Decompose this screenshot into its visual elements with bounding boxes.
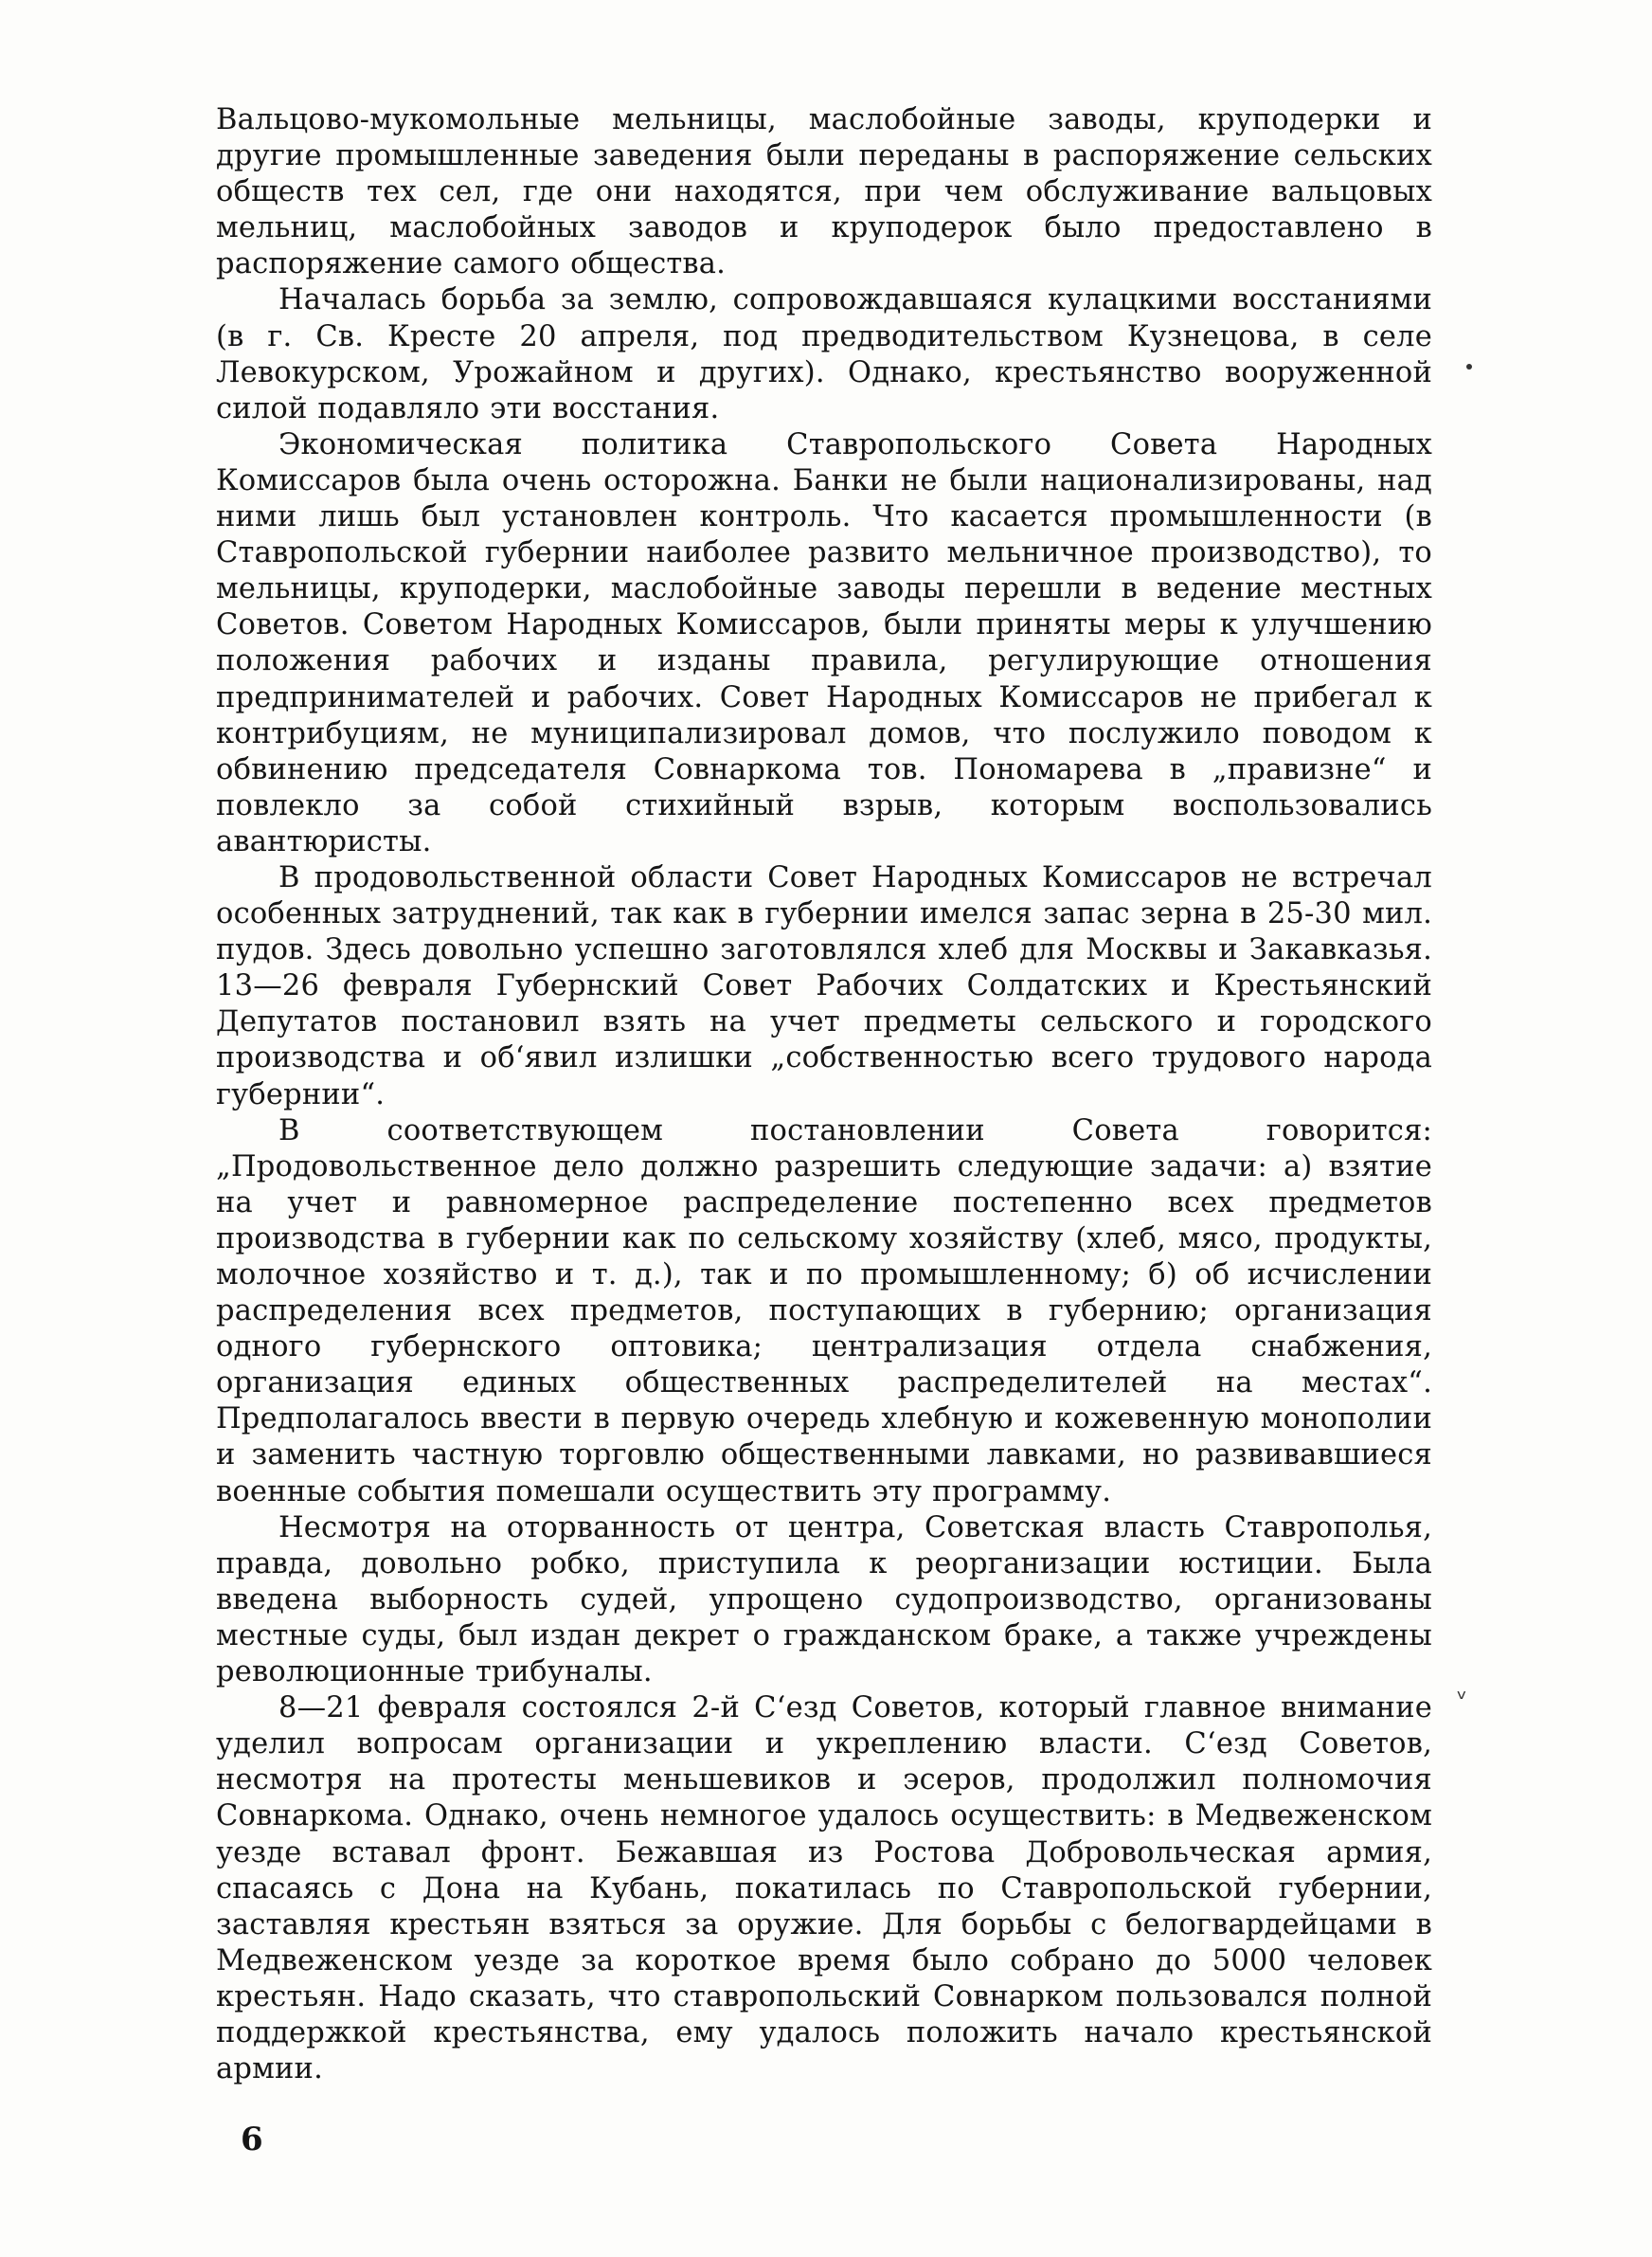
page-number: 6: [241, 2121, 263, 2158]
paragraph-food-supply: В продовольственной области Совет Народных Комиссаров не встречал особенных затруднений, так как в губернии имелся запас зерна в 25-30 мил. пудов. Здесь довольно успешно заготовлялся хлеб для Москвы и Закавказья. 13—26 февраля Губернский Совет Рабочих Солдатских и Крестьянский Депутатов постановил взять на учет предметы сельского и городского производства и об‘явил излишки „собственностью всего трудового народа губернии“.: [216, 860, 1432, 1111]
paragraph-resolution: В соответствующем постановлении Совета говорится: „Продовольственное дело должно разрешить следующие задачи: а) взятие на учет и равномерное распределение постепенно всех предметов производства в губернии как по сельскому хозяйству (хлеб, мясо, продукты, молочное хозяйство и т. д.), так и по промышленному; б) об исчислении распределения всех предметов, поступающих в губернию; организация одного губернского оптовика; централизация отдела снабжения, организация единых общественных распределителей на местах“. Предполагалось ввести в первую очередь хлебную и кожевенную монополии и заменить частную торговлю общественными лавками, но развивавшиеся военные события помешали осуществить эту программу.: [216, 1113, 1432, 1508]
paragraph-economic-policy: Экономическая политика Ставропольского Совета Народных Комиссаров была очень осторожна. Банки не были национализированы, над ними лишь был установлен контроль. Что касается промышленности (в Ставропольской губернии наиболее развито мельничное производство), то мельницы, круподерки, маслобойные заводы перешли в ведение местных Советов. Советом Народных Комиссаров, были приняты меры к улучшению положения рабочих и изданы правила, регулирующие отношения предпринимателей и рабочих. Совет Народных Комиссаров не прибегал к контрибуциям, не муниципализировал домов, что послужило поводом к обвинению председателя Совнаркома тов. Пономарева в „правизне“ и повлекло за собой стихийный взрыв, которым воспользовались авантюристы.: [216, 427, 1432, 858]
paragraph-justice: Несмотря на оторванность от центра, Советская власть Ставрополья, правда, довольно робко, приступила к реорганизации юстиции. Была введена выборность судей, упрощено судопроизводство, организованы местные суды, был издан декрет о гражданском браке, а также учреждены революционные трибуналы.: [216, 1510, 1432, 1689]
margin-check-mark: ᵥ: [1457, 1677, 1467, 1706]
paragraph-mills: Вальцово-мукомольные мельницы, маслобойные заводы, круподерки и другие промышленные заведения были переданы в распоряжение сельских обществ тех сел, где они находятся, при чем обслуживание вальцовых мельниц, маслобойных заводов и круподерок было предоставлено в распоряжение самого общества.: [216, 103, 1432, 281]
body-text: [216, 102, 1432, 2087]
paragraph-second-congress: 8—21 февраля состоялся 2-й С‘езд Советов, который главное внимание уделил вопросам организации и укреплению власти. С‘езд Советов, несмотря на протесты меньшевиков и эсеров, продолжил полномочия Совнаркома. Однако, очень немногое удалось осуществить: в Медвеженском уезде вставал фронт. Бежавшая из Ростова Добровольческая армия, спасаясь с Дона на Кубань, покатилась по Ставропольской губернии, заставляя крестьян взяться за оружие. Для борьбы с белогвардейцами в Медвеженском уезде за короткое время было собрано до 5000 человек крестьян. Надо сказать, что ставропольский Совнарком пользовался полной поддержкой крестьянства, ему удалось положить начало крестьянской армии.: [216, 1691, 1432, 2086]
margin-dot-mark: [1466, 364, 1472, 370]
paragraph-land-struggle: Началась борьба за землю, сопровождавшаяся кулацкими восстаниями (в г. Св. Кресте 20 апреля, под предводительством Кузнецова, в селе Левокурском, Урожайном и других). Однако, крестьянство вооруженной силой подавляло эти восстания.: [216, 283, 1432, 425]
